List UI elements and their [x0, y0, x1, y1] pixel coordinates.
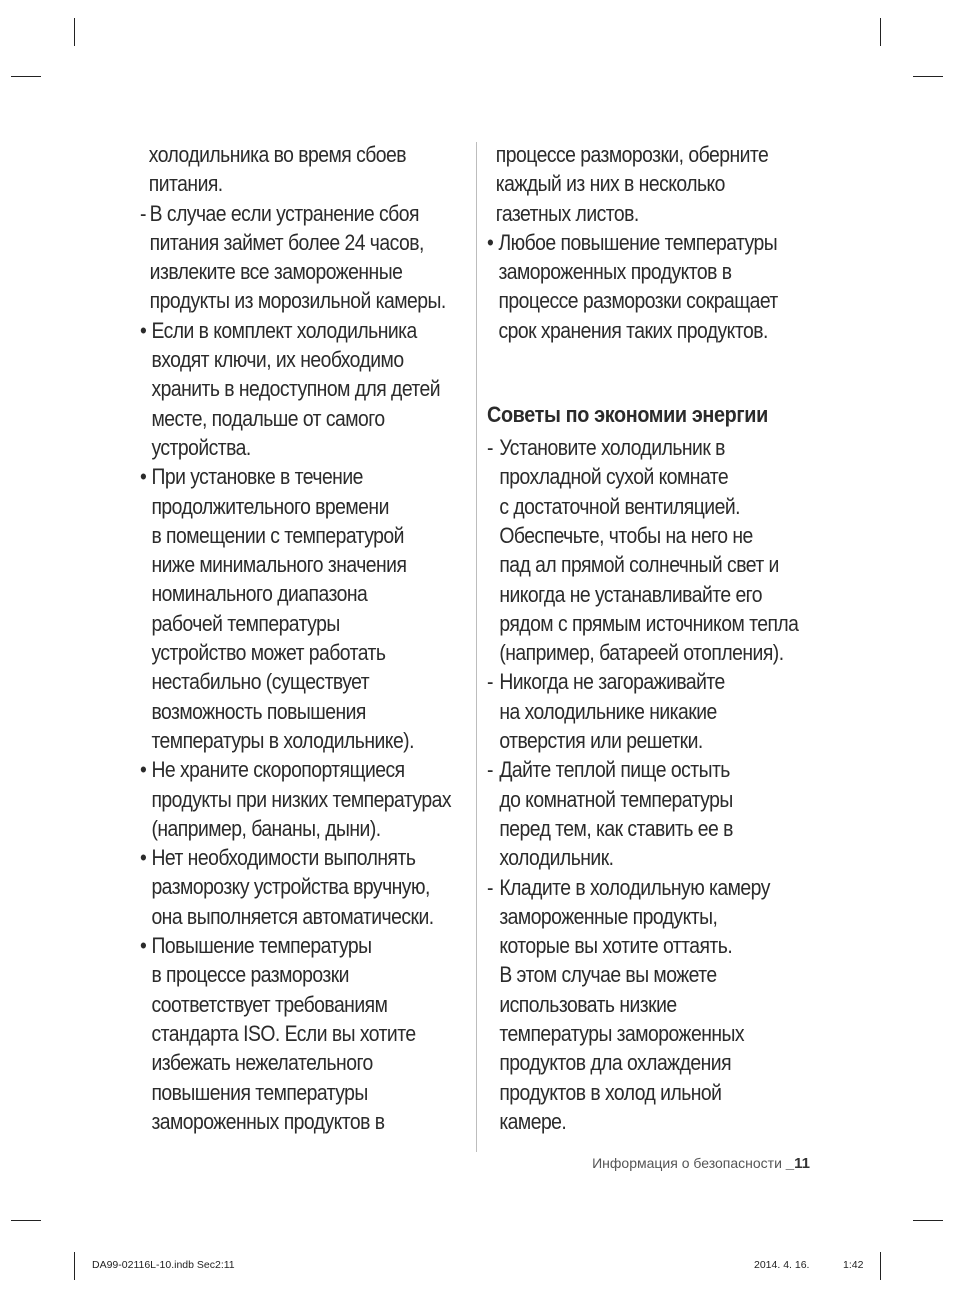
- footer-section-title: Информация о безопасности: [592, 1155, 782, 1171]
- text-line: она выполняется автоматически.: [151, 903, 434, 929]
- text-line: холодильника во время сбоев: [148, 142, 407, 167]
- bullet-marker: •: [487, 229, 494, 255]
- text-line: пад ал прямой солнечный свет и: [499, 552, 779, 578]
- imprint-time: 1:42: [843, 1259, 864, 1271]
- dash-marker: -: [487, 874, 493, 900]
- text-line: Кладите в холодильную камеру: [499, 874, 770, 900]
- bullet-item: [140, 843, 474, 931]
- text-line: продукты при низких температурах: [151, 786, 451, 812]
- text-line: замороженных продуктов в: [151, 1108, 385, 1134]
- text-line: процессе разморозки, оберните: [495, 142, 769, 167]
- text-line: продукты из морозильной камеры.: [149, 288, 446, 314]
- text-line: хранить в недоступном для детей: [151, 376, 441, 402]
- text-line: (например, батареей отопления).: [499, 640, 784, 666]
- text-line: В этом случае вы можете: [499, 962, 717, 988]
- dash-item: [487, 873, 821, 1137]
- crop-mark: [880, 18, 881, 46]
- dash-marker: -: [140, 200, 146, 226]
- text-line: ниже минимального значения: [151, 552, 407, 578]
- text-line: продуктов дла охлаждения: [499, 1050, 732, 1076]
- bullet-item: [140, 316, 474, 462]
- text-line: до комнатной температуры: [499, 786, 733, 812]
- text-line: устройства.: [151, 434, 251, 460]
- text-line: Установите холодильник в: [499, 435, 725, 461]
- text-line: на холодильнике никакие: [499, 698, 717, 724]
- crop-mark: [74, 18, 75, 46]
- text-line: Если в комплект холодильника: [151, 317, 417, 343]
- continued-paragraph: [487, 140, 821, 228]
- text-line: замороженные продукты,: [499, 903, 718, 929]
- energy-tips-list: [487, 433, 821, 1136]
- dash-marker: -: [487, 757, 493, 783]
- text-line: каждый из них в несколько: [495, 171, 725, 197]
- text-line: рядом с прямым источником тепла: [499, 610, 799, 636]
- text-line: температуры в холодильнике).: [151, 727, 414, 753]
- left-column: [140, 140, 470, 1136]
- section-heading: Советы по экономии энергии: [487, 402, 768, 428]
- text-line: рабочей температуры: [151, 610, 340, 636]
- page-number: 11: [794, 1155, 810, 1172]
- text-line: Любое повышение температуры: [498, 229, 778, 255]
- text-line: продолжительного времени: [151, 493, 389, 519]
- dash-item: [487, 433, 821, 667]
- text-line: стандарта ISO. Если вы хотите: [151, 1020, 416, 1046]
- left-column-text: [140, 140, 474, 1136]
- text-line: холодильник.: [499, 845, 614, 871]
- page-number-prefix: _: [785, 1155, 795, 1172]
- text-line: Нет необходимости выполнять: [151, 845, 416, 871]
- text-line: с достаточной вентиляцией.: [499, 493, 740, 519]
- text-line: Не храните скоропортящиеся: [151, 757, 405, 783]
- bullet-marker: •: [140, 757, 147, 783]
- text-line: в процессе разморозки: [151, 962, 349, 988]
- dash-item: [487, 667, 821, 755]
- crop-mark: [74, 1252, 75, 1280]
- dash-marker: -: [487, 669, 493, 695]
- text-line: Обеспечьте, чтобы на него не: [499, 522, 753, 548]
- text-line: Никогда не загораживайте: [499, 669, 725, 695]
- text-line: Повышение температуры: [151, 933, 372, 959]
- bullet-item: [140, 931, 474, 1136]
- text-line: газетных листов.: [495, 200, 639, 226]
- bullet-marker: •: [140, 845, 147, 871]
- text-line: питания займет более 24 часов,: [149, 229, 424, 255]
- column-divider: [476, 142, 477, 1152]
- text-line: извлеките все замороженные: [149, 259, 403, 285]
- text-line: разморозку устройства вручную,: [151, 874, 430, 900]
- bullet-marker: •: [140, 464, 147, 490]
- text-line: температуры замороженных: [499, 1021, 745, 1047]
- dash-item: [487, 755, 821, 872]
- crop-mark: [11, 76, 41, 77]
- imprint-date: 2014. 4. 16.: [754, 1259, 810, 1271]
- crop-mark: [11, 1220, 41, 1221]
- page-footer: [592, 1155, 810, 1172]
- text-line: нестабильно (существует: [151, 669, 370, 695]
- text-line: которые вы хотите оттаять.: [499, 933, 733, 959]
- text-line: перед тем, как ставить ее в: [499, 815, 733, 841]
- text-line: соответствует требованиям: [151, 991, 388, 1017]
- text-line: замороженных продуктов в: [498, 259, 732, 285]
- text-line: процессе разморозки сокращает: [498, 288, 778, 314]
- text-line: месте, подальше от самого: [151, 405, 385, 431]
- text-line: питания.: [148, 171, 223, 197]
- text-line: использовать низкие: [499, 991, 677, 1017]
- text-line: возможность повышения: [151, 698, 366, 724]
- text-line: При установке в течение: [151, 464, 363, 490]
- bullet-marker: •: [140, 933, 147, 959]
- text-line: входят ключи, их необходимо: [151, 347, 404, 373]
- text-line: срок хранения таких продуктов.: [498, 317, 768, 343]
- text-line: камере.: [499, 1108, 567, 1134]
- text-line: Дайте теплой пище остыть: [499, 757, 730, 783]
- bullet-marker: •: [140, 317, 147, 343]
- text-line: устройство может работать: [151, 640, 386, 666]
- text-line: номинального диапазона: [151, 581, 368, 607]
- text-line: прохладной сухой комнате: [499, 464, 729, 490]
- crop-mark: [913, 76, 943, 77]
- bullet-item: [140, 755, 474, 843]
- text-line: никогда не устанавливайте его: [499, 581, 763, 607]
- crop-mark: [880, 1252, 881, 1280]
- text-line: В случае если устранение сбоя: [149, 200, 419, 226]
- bullet-item: [140, 462, 474, 755]
- text-line: в помещении с температурой: [151, 522, 404, 548]
- text-line: продуктов в холод ильной: [499, 1079, 722, 1105]
- right-column-text: [487, 140, 821, 345]
- imprint-file: DA99-02116L-10.indb Sec2:11: [92, 1259, 235, 1271]
- text-line: отверстия или решетки.: [499, 728, 703, 754]
- crop-mark: [913, 1220, 943, 1221]
- right-column: [487, 140, 817, 1136]
- continued-paragraph: [140, 140, 474, 199]
- dash-marker: -: [487, 435, 493, 461]
- text-line: повышения температуры: [151, 1079, 368, 1105]
- text-line: (например, бананы, дыни).: [151, 815, 381, 841]
- bullet-item: [487, 228, 821, 345]
- text-line: избежать нежелательного: [151, 1050, 373, 1076]
- dash-item: [140, 199, 474, 316]
